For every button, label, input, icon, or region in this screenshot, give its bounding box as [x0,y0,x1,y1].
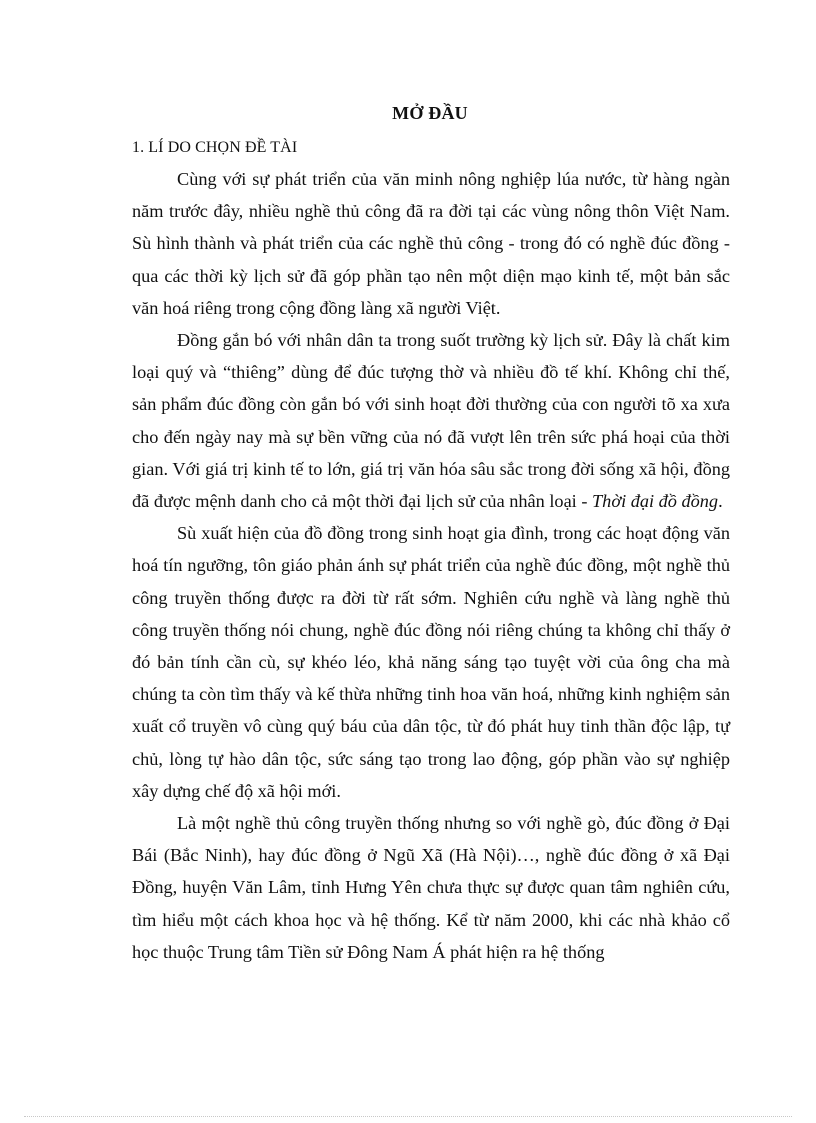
body-text [132,163,730,968]
page-bottom-divider [24,1116,792,1117]
paragraph-3: Sù xuất hiện của đồ đồng trong sinh hoạt gia đình, trong các hoạt động văn hoá tín ngưỡng, tôn giáo phản ánh sự phát triển của nghề đúc đồng, một nghề thủ công truyền thống được ra đời từ rất sớm. Nghiên cứu nghề và làng nghề thủ công truyền thống nói chung, nghề đúc đồng nói riêng chúng ta không chỉ thấy ở đó bản tính cần cù, sự khéo léo, khả năng sáng tạo tuyệt vời của ông cha mà chúng ta còn tìm thấy và kế thừa những tinh hoa văn hoá, những kinh nghiệm sản xuất cổ truyền vô cùng quý báu của dân tộc, từ đó phát huy tinh thần độc lập, tự chủ, lòng tự hào dân tộc, sức sáng tạo trong lao động, góp phần vào sự nghiệp xây dựng chế độ xã hội mới. [132,523,730,801]
paragraph-2-punct: . [718,491,723,512]
section-heading: 1. LÍ DO CHỌN ĐỀ TÀI [132,139,298,156]
paragraph-1: Cùng với sự phát triển của văn minh nông nghiệp lúa nước, từ hàng ngàn năm trước đây, nhiều nghề thủ công đã ra đời tại các vùng nông thôn Việt Nam. Sù hình thành và phát triển của các nghề thủ công - trong đó có nghề đúc đồng - qua các thời kỳ lịch sử đã góp phần tạo nên một diện mạo kinh tế, một bản sắc văn hoá riêng trong cộng đồng làng xã người Việt. [132,169,730,318]
paragraph-4: Là một nghề thủ công truyền thống nhưng so với nghề gò, đúc đồng ở Đại Bái (Bắc Ninh), hay đúc đồng ở Ngũ Xã (Hà Nội)…, nghề đúc đồng ở xã Đại Đồng, huyện Văn Lâm, tỉnh Hưng Yên chưa thực sự được quan tâm nghiên cứu, tìm hiểu một cách khoa học và hệ thống. Kể từ năm 2000, khi các nhà khảo cổ học thuộc Trung tâm Tiền sử Đông Nam Á phát hiện ra hệ thống [132,813,730,962]
page-title: MỞ ĐẦU [392,103,468,123]
paragraph-2-text: Đồng gắn bó với nhân dân ta trong suốt trường kỳ lịch sử. Đây là chất kim loại quý và “thiêng” dùng để đúc tượng thờ và nhiều đồ tế khí. Không chỉ thế, sản phẩm đúc đồng còn gắn bó với sinh hoạt đời thường của con người tõ xa xưa cho đến ngày nay mà sự bền vững của nó đã vượt lên trên sức phá hoại của thời gian. Với giá trị kinh tế to lớn, giá trị văn hóa sâu sắc trong đời sống xã hội, đồng đã được mệnh danh cho cả một thời đại lịch sử của nhân loại - [132,330,730,512]
paragraph-2 [132,324,730,517]
paragraph-2-italic: Thời đại đồ đồng [592,491,719,512]
